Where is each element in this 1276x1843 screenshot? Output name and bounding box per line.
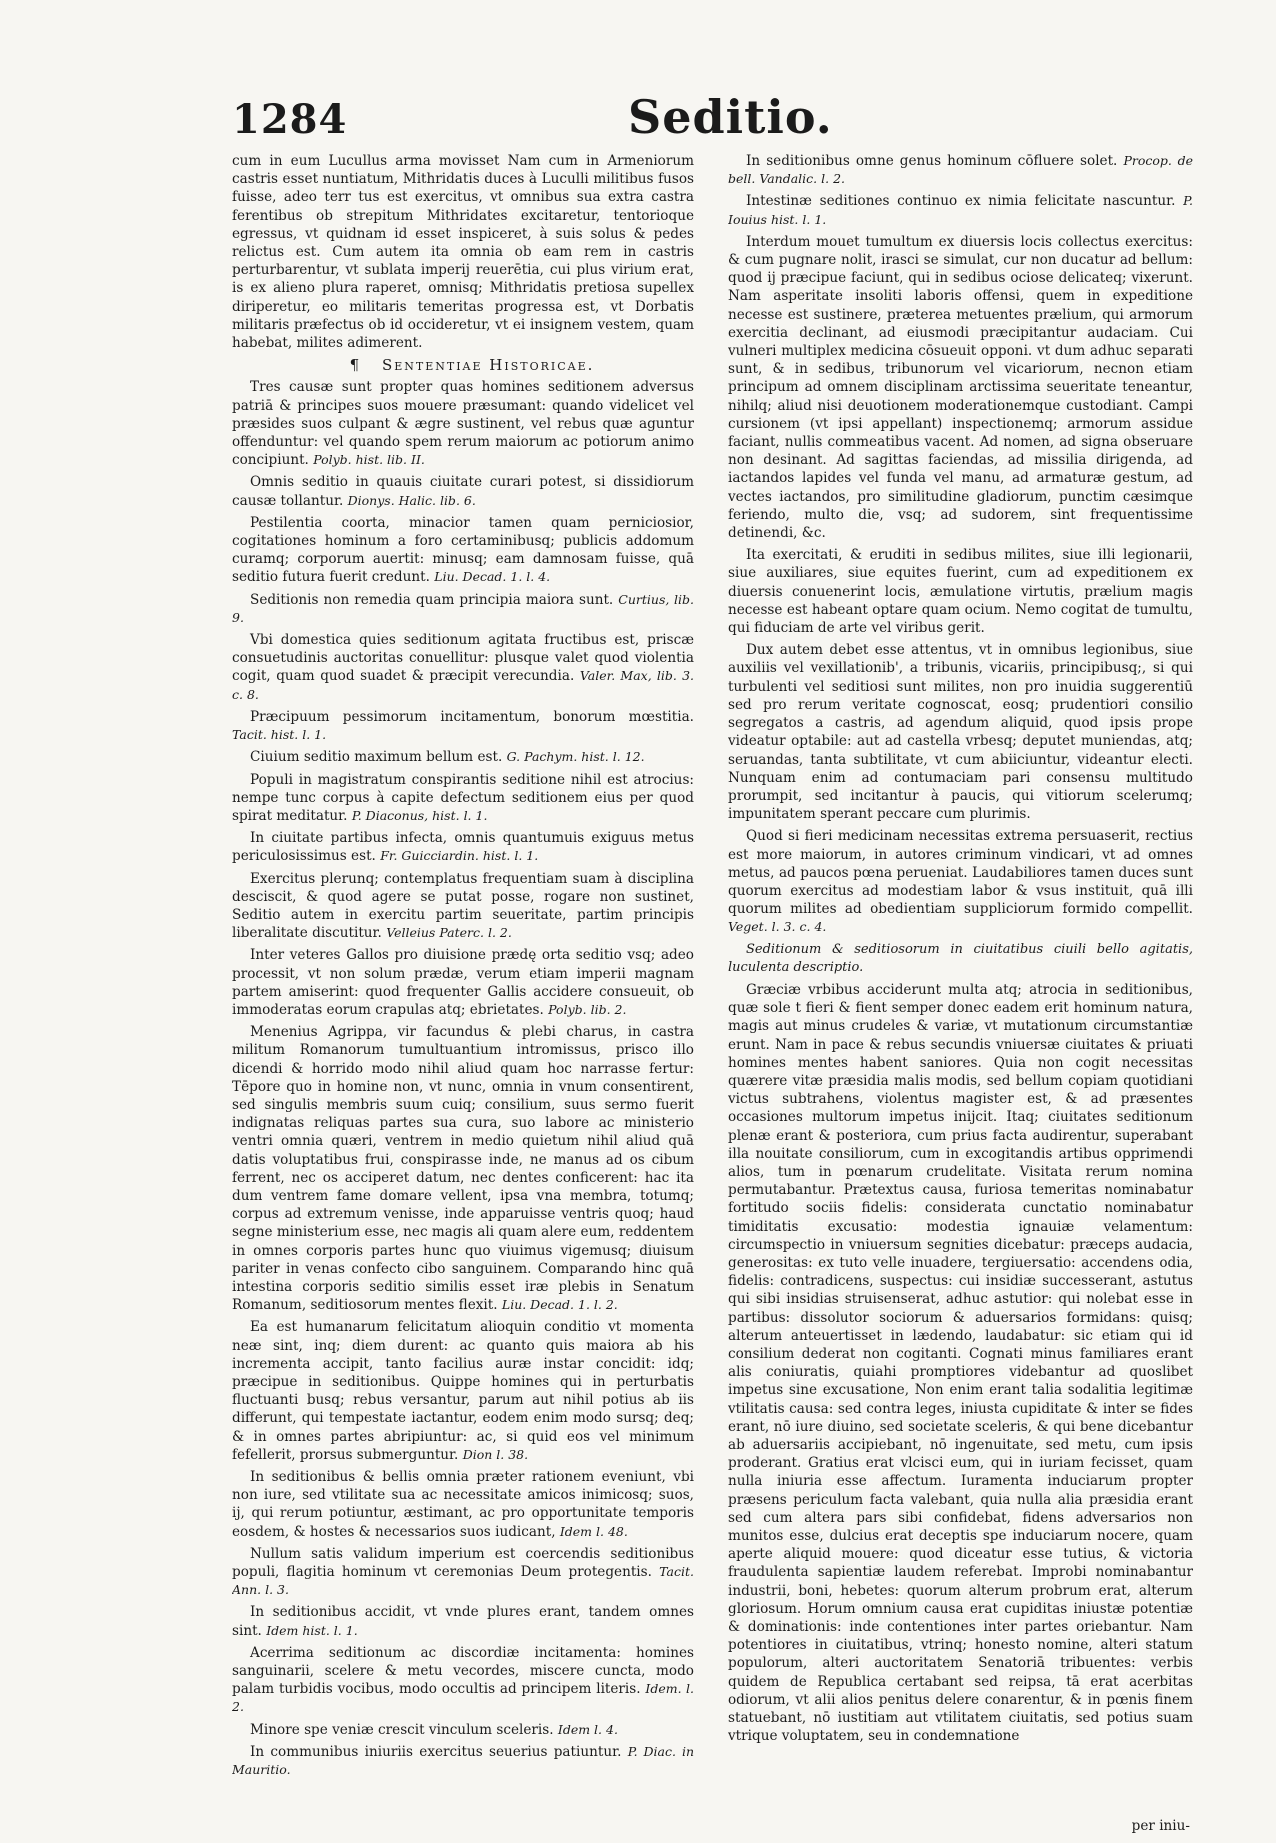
sentence-paragraph: [232, 1318, 694, 1464]
sentence-paragraph: [232, 591, 694, 627]
page-number: 1284: [232, 96, 348, 143]
sentence-paragraph: [232, 946, 694, 1019]
sentence-text: Dux autem debet esse attentus, vt in omnibus legionibus, siue auxiliis vel vexillationib', a tribunis, vicariis, principibusq;, si qui turbulenti vel seditiosi sunt milites, non pro inuidia suggerentiū sed pro rerum veritate cognoscat, eosq; prudentiori consilio segregatos a castris, ad agendum aliquid, quod ipsis prope videatur optabile: aut ad castella vrbesq; deputet muniendas, atq; seruandas, tanta subtilitate, vt cum abiiciuntur, videantur electi. Nunquam enim ad contumaciam pari consensu multitudo prorumpit, sed incitantur à paucis, qui vitiorum scelerumq; impunitatem sperant peccare cum plurimis.: [728, 642, 1193, 823]
sentence-paragraph: [728, 233, 1193, 542]
sentence-text: Minore spe veniæ crescit vinculum sceleris.: [250, 1721, 554, 1738]
sentence-paragraph: [728, 152, 1193, 188]
source-citation: Liu. Decad. 1. l. 4.: [434, 569, 551, 585]
source-citation: Liu. Decad. 1. l. 2.: [501, 1297, 618, 1313]
sentence-paragraph: [232, 1468, 694, 1541]
sentence-text: Acerrima seditionum ac discordiæ incitamenta: homines sanguinarii, scelere & metu vecordes, miscere cuncta, modo palam turbidis vocibus, modo occultis ad principem literis.: [232, 1644, 694, 1698]
sentence-paragraph: [728, 546, 1193, 637]
long-paragraph: Græciæ vrbibus acciderunt multa atq; atrocia in seditionibus, quæ sole t fieri & fient semper donec eadem erit hominum natura, magis aut minus crudeles & variæ, vt mutationum circumstantiæ erunt. Nam in pace & rebus secundis vniuersæ ciuitates & priuati homines mentes habent saniores. Quia non cogit necessitas quærere vitæ præsidia malis modis, sed bellum copiam quotidiani victus subtrahens, violentus magister est, & ad præsentes occasiones multorum impetus inijcit. Itaq; ciuitates seditionum plenæ erant & posteriora, cum prius facta audirentur, superabant illa nouitate consiliorum, cum in excogitandis artibus opprimendi alios, tum in pœnarum crudelitate. Visitata rerum nomina permutabantur. Prætextus causa, furiosa temeritas nominabatur fortitudo sociis fidelis: considerata cunctatio nominabatur timiditatis excusatio: modestia ignauiæ velamentum: circumspectio in vniuersum segnities dicebatur: præceps audacia, generositas: ex tuto velle inuadere, tergiuersatio: accendens odia, fidelis: contradicens, suspectus: cui insidiæ successerant, astutus qui sibi insidias struisenserat, adhuc astutior: qui nolebat esse in partibus: dissolutor sociorum & aduersarios formidans: quisq; alterum anteuertisset in lædendo, laudabatur: sic etiam qui id consilium dederat non cogitanti. Cognati minus familiares erant alis coniuratis, quiahi promptiores videbantur ad quoslibet impetus sine excusatione, Non enim erant talia sodalitia legitimæ vtilitatis causa: sed contra leges, iniusta cupiditate & inter se fides erant, nō iure diuino, sed societate sceleris, & qui bene dicebantur ab aduersariis accipiebant, nō ingenuitate, sed metu, cum ipsis proderant. Gratius erat vlcisci eum, qui in iuriam fecisset, quam nulla iniuria esse affectum. Iuramenta induciarum propter præsens periculum facta valebant, quia nulla alia præsidia erant sed cum altera pars sibi confidebat, fidens adversarios non munitos esse, dulcius erat deceptis spe induciarum nocere, quam aperte aliquid mouere: quod diceatur esse tutius, & victoria fraudulenta sapientiæ laudem referebat. Improbi nominabantur industrii, boni, hebetes: quorum alterum probrum erat, alterum gloriosum. Horum omnium causa erat cupiditas iniustæ potentiæ & dominationis: inde contentiones inter partes oriebantur. Nam potentiores in ciuitatibus, vtrinq; honesto nomine, alteri statum populorum, alteri auctoritatem Senatoriā tribuentes: verbis quidem de Republica certabant sed reipsa, tā erat acerbitas odiorum, vt alii alios penitus delere conarentur, & in pœnis finem statuebant, nō iustitiam aut vtilitatem ciuitatis, sed potius suam vtrique voluptatem, seu in condemnatione: [728, 981, 1193, 1745]
sentence-text: Ita exercitati, & eruditi in sedibus milites, siue illi legionarii, siue auxiliares, siue equites fuerint, cum ad expeditionem ex diuersis conuenerint locis, æmulatione virtutis, prælium magis necesse est habeant optare quam ocium. Nemo cogitat de tumultu, qui fiduciam de arte vel viribus gerit.: [728, 547, 1193, 637]
source-citation: Polyb. lib. 2.: [548, 1001, 627, 1017]
left-paragraph-list: [232, 378, 694, 1779]
sentence-text: Intestinæ seditiones continuo ex nimia felicitate nascuntur.: [746, 193, 1176, 210]
sentence-paragraph: [232, 771, 694, 826]
running-head: Seditio.: [628, 90, 833, 144]
sentence-text: In ciuitate partibus infecta, omnis quantumuis exiguus metus periculosissimus est.: [232, 830, 694, 865]
sentence-text: Vbi domestica quies seditionum agitata fructibus est, priscæ consuetudinis auctoritas conuellitur: plusque valet quod violentia cogit, quam quod suadet & præcipit verecundia.: [232, 632, 694, 685]
source-citation: Tacit. Ann. l. 3.: [232, 1564, 694, 1598]
source-citation: Dionys. Halic. lib. 6.: [347, 492, 476, 508]
sentence-paragraph: [232, 1743, 694, 1779]
sentence-text: Tres causæ sunt propter quas homines seditionem adversus patriā & principes suos mouere præsumant: quando videlicet vel præsides suos culpant & ægre sustinent, vel rebus quæ aguntur offenduntur: vel quando spem rerum maiorum ac potiorum animo concipiunt.: [232, 379, 694, 469]
source-citation: G. Pachym. hist. l. 12.: [506, 749, 645, 765]
sentence-paragraph: [232, 1023, 694, 1314]
sentence-paragraph: [232, 708, 694, 744]
source-citation: Polyb. hist. lib. II.: [313, 452, 425, 468]
sentence-paragraph: [232, 378, 694, 469]
sentence-paragraph: [232, 829, 694, 865]
sentence-text: Seditionis non remedia quam principia maiora sunt.: [250, 591, 614, 608]
intro-paragraph: cum in eum Lucullus arma movisset Nam cum in Armeniorum castris esset nuntiatum, Mithridatis duces à Luculli militibus fusos fuisse, adeo terr tus est exercitus, vt omnibus sua extra castra ferentibus ob strepitum Mithridates excitaretur, tentorioque egressus, vt quidnam id esset inspiceret, à suis solus & pedes relictus est. Cum autem ita omnia ob eam rem in castris perturbarentur, vt sublata imperij reuerētia, cui plus virium erat, is ex alieno plura raperet, omnisq; Mithridatis pretiosa supellex diriperetur, eo militaris temeritas progressa est, vt Dorbatis militaris præfectus ob id occideretur, vt ei insignem vestem, quam habebat, milites adimerent.: [232, 153, 694, 352]
sentence-paragraph: [728, 192, 1193, 228]
sentence-text: Exercitus plerunq; contemplatus frequentiam suam à disciplina desciscit, & quod agere se putat posse, rogare non sustinet, Seditio autem in exercitu partim seueritate, partim principis liberalitate discutitur.: [232, 870, 694, 942]
sentence-paragraph: [232, 514, 694, 587]
source-citation: Idem l. 4.: [557, 1721, 618, 1737]
source-citation: Veget. l. 3. c. 4.: [728, 919, 827, 935]
source-citation: Idem hist. l. 1.: [266, 1622, 358, 1638]
sentence-paragraph: [232, 1644, 694, 1717]
source-citation: Dion l. 38.: [462, 1446, 529, 1462]
sentence-paragraph: [232, 1721, 694, 1739]
sentence-text: In seditionibus & bellis omnia præter rationem eveniunt, vbi non iure, sed vtilitate sua ac necessitate amicos inimicosq; suos, ij, qui rerum potiuntur, æstimant, ac pro opportunitate temporis eosdem, & hostes & necessarios suos iudicant,: [232, 1469, 694, 1540]
source-citation: P. Diac. in Mauritio.: [232, 1743, 694, 1778]
source-citation: Tacit. hist. l. 1.: [232, 727, 327, 743]
catchword: per iniu-: [1131, 1818, 1190, 1834]
sentence-paragraph: [232, 631, 694, 704]
sentence-text: Inter veteres Gallos pro diuisione prædę orta seditio vsq; adeo processit, vt non solum prædæ, verum etiam imperii magnam partem amiserint: quod frequenter Gallis accidere consueuit, ob immoderatas eorum crapulas atq; ebrietates.: [232, 947, 694, 1018]
source-citation: Fr. Guicciardin. hist. l. 1.: [380, 848, 539, 864]
sentence-paragraph: [232, 870, 694, 943]
source-citation: Curtius, lib. 9.: [232, 591, 694, 625]
sentence-text: In seditionibus accidit, vt vnde plures erant, tandem omnes sint.: [232, 1604, 694, 1639]
sentence-text: Omnis seditio in quauis ciuitate curari potest, si dissidiorum causæ tollantur.: [232, 474, 694, 509]
section-heading: [232, 356, 694, 374]
sentence-text: Ea est humanarum felicitatum alioquin conditio vt momenta neæ sint, inq; diem durent: ac quanto quis maiora ab his incrementa accipit, tanto facilius auræ instar concidit: idq; præcipue in seditionibus. Quippe homines qui in perturbatis fluctuanti busq; rebus versantur, parum aut nihil potius ab iis differunt, qui tempestate iactantur, eodem enim modo sursq; deq; & in omnes partes abripiuntur: ac, si quid eos vel minimum fefellerit, prorsus submerguntur.: [232, 1319, 694, 1463]
sentence-paragraph: [728, 827, 1193, 936]
sentence-text: Pestilentia coorta, minacior tamen quam perniciosior, cogitationes hominum a foro certaminibusq; publicis addomum curamq; corporum auertit: minusq; eam damnosam fuisse, quā seditio futura fuerit credunt.: [232, 514, 694, 586]
source-citation: Procop. de bell. Vandalic. l. 2.: [728, 153, 1193, 187]
sentence-text: Populi in magistratum conspirantis seditione nihil est atrocius: nempe tunc corpus à capite defectum seditionem eius per quod spirat meditatur.: [232, 771, 694, 824]
sentence-paragraph: [232, 748, 694, 766]
sentence-text: In communibus iniuriis exercitus seuerius patiuntur.: [250, 1743, 622, 1760]
sentence-text: Quod si fieri medicinam necessitas extrema persuaserit, rectius est more maiorum, in autores criminum vindicari, vt ad omnes metus, ad paucos pœna perueniat. Laudabiliores tamen duces sunt quorum exercitus ad modestiam labor & vsus instituit, quā illi quorum milites ad obedientiam suppliciorum formido compellit.: [728, 828, 1193, 918]
source-citation: Velleius Paterc. l. 2.: [386, 925, 512, 941]
source-citation: P. Iouius hist. l. 1.: [728, 193, 1193, 227]
sentence-text: In seditionibus omne genus hominum cōfluere solet.: [746, 153, 1118, 169]
left-column: [232, 152, 694, 1792]
pilcrow-icon: ¶: [349, 356, 362, 375]
source-citation: Valer. Max, lib. 3. c. 8.: [232, 668, 694, 702]
right-column: [728, 152, 1193, 1832]
section-title: Sententiae Historicae.: [381, 356, 595, 375]
right-paragraph-list: [728, 152, 1193, 937]
source-citation: Idem l. 48.: [559, 1523, 628, 1539]
sentence-text: Nullum satis validum imperium est coercendis seditionibus populi, flagitia hominum vt ceremonias Deum protegentis.: [232, 1545, 694, 1581]
sentence-text: Ciuium seditio maximum bellum est.: [250, 749, 503, 766]
sentence-text: Præcipuum pessimorum incitamentum, bonorum mœstitia.: [250, 708, 694, 725]
source-citation: Idem. l. 2.: [232, 1681, 694, 1715]
sentence-text: Menenius Agrippa, vir facundus & plebi charus, in castra militum Romanorum tumultuantium intromissus, prisco illo dicendi & horrido modo nihil aliud quam hoc narrasse fertur: Tēpore quo in homine non, vt nunc, omnia in vnum consentirent, sed singulis membris suum cuiq; consilium, suus sermo fuerit indignatas reliquas partes sua cura, suo labore ac ministerio ventri omnia quæri, ventrem in medio quietum nihil aliud quā datis voluptatibus frui, conspirasse inde, ne manus ad os cibum ferrent, nec os acciperet datum, nec dentes conficerent: hac ita dum ventrem fame domare vellent, ipsa vna membra, totumq; corpus ad extremum venisse, inde apparuisse ventris quoq; haud segne ministerium esse, nec magis ali quam alere eum, reddentem in omnes corporis partes hunc quo viuimus vigemusq; diuisum pariter in venas confecto cibo sanguinem. Comparando hinc quā intestina corporis seditio similis esset iræ plebis in Senatum Romanum, seditiosorum mentes flexit.: [232, 1024, 694, 1314]
sentence-text: Interdum mouet tumultum ex diuersis locis collectus exercitus: & cum pugnare nolit, irasci se simulat, cur non ducatur ad bellum: quod ij præcipue faciunt, qui in sedibus ociose delicateq; vixerunt. Nam asperitate insoliti laboris offensi, quem in expeditione necesse est sustinere, præterea metuentes prælium, qui armorum exercitia declinant, ad eiusmodi præcipitantur audaciam. Cui vulneri multiplex medicina cōsueuit opponi. vt dum adhuc separati sunt, & in sedibus, tribunorum vel vicariorum, necnon etiam principum ad omnem disciplinam arctissima seueritate teneantur, nihilq; aliud nisi deuotionem moderationemque custodiant. Campi cursionem (vt ipsi appellant) inspectionemq; armorum assidue faciant, nullis commeatibus vacent. Ad nomen, ad signa obseruare non desinant. Ad sagittas faciendas, ad missilia dirigenda, ad iactandos lapides vel funda vel manu, ad armaturæ gestum, ad vectes iactandos, pro similitudine gladiorum, punctim cæsimque feriendo, multo die, vsq; ad sudorem, sint frequentissime detinendi, &c.: [728, 233, 1193, 542]
source-citation: P. Diaconus, hist. l. 1.: [351, 807, 488, 823]
subheading: Seditionum & seditiosorum in ciuitatibus ciuili bello agitatis, luculenta descriptio.: [728, 941, 1193, 975]
sentence-paragraph: [232, 1603, 694, 1639]
sentence-paragraph: [728, 641, 1193, 823]
sentence-paragraph: [232, 1545, 694, 1600]
sentence-paragraph: [232, 473, 694, 509]
